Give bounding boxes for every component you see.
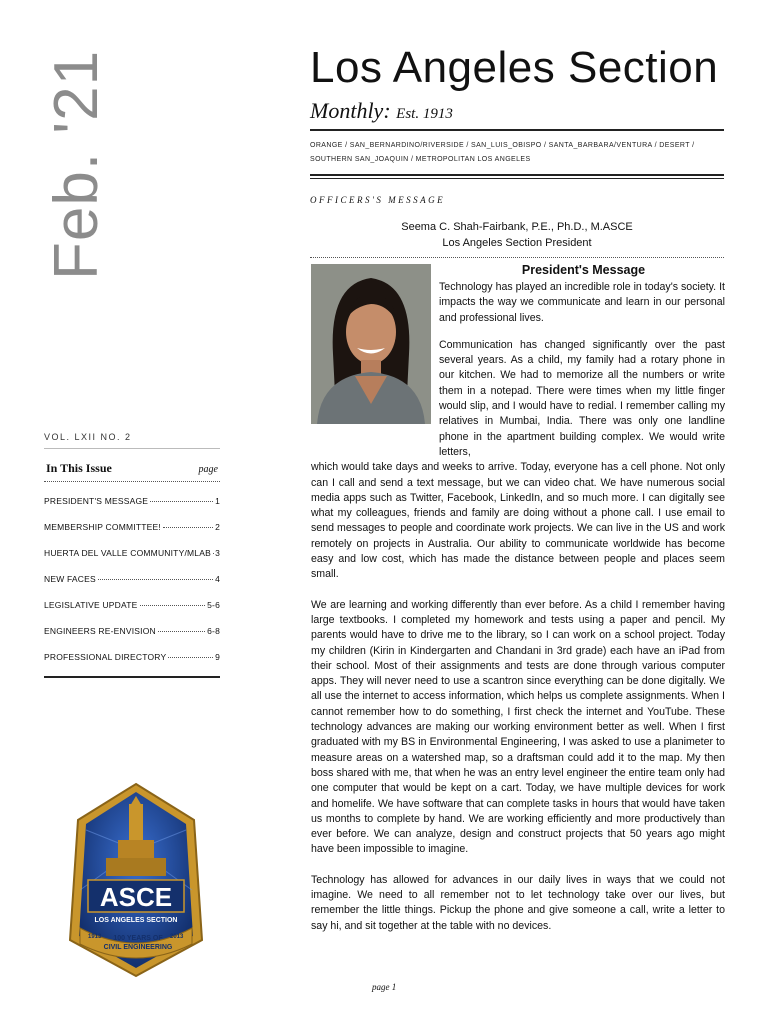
toc-title: LEGISLATIVE UPDATE [44, 600, 138, 610]
header-double-rule [310, 174, 724, 179]
toc-title: HUERTA DEL VALLE COMMUNITY/MLAB [44, 548, 211, 558]
toc-title: PROFESSIONAL DIRECTORY [44, 652, 167, 662]
article-heading: President's Message [521, 263, 646, 277]
author-block [310, 219, 724, 251]
toc-page: 3 [215, 548, 220, 558]
toc-item[interactable] [44, 574, 220, 584]
sidebar-rule-bottom [44, 676, 220, 678]
article-intro-column [311, 280, 725, 460]
toc-page: 6-8 [207, 626, 220, 636]
presidents-message-article [311, 260, 725, 949]
toc-title: NEW FACES [44, 574, 96, 584]
seal-section: LOS ANGELES SECTION [94, 917, 178, 924]
regions-list [310, 139, 724, 167]
toc-leader [140, 605, 206, 606]
article-paragraph-1: Technology has played an incredible role in today's society. It impacts the way we communicate and learn in our personal and professional lives. [439, 281, 725, 324]
title-rule [310, 129, 724, 131]
subtitle-monthly: Monthly: [310, 98, 391, 123]
article-paragraph-3: We are learning and working differently than ever before. As a child I remember having large textbooks. I completed my homework and tests using a paper and pencil. My parents would have to drive me to the library, so I can work on a school project. Today my children (Kirin in Kindergarten and Chandani in 3rd grade) each have an iPad from their school. Most of their assignments and tests are done through various computer apps. They will never need to use a scantron since everything can be done digitally. We all use the internet to access information, which helps us complete assignments. When I cannot remember how to do something, I first check the internet and YouTube. These technology advances are making our working environment better as well. When I first graduated with my BS in Environmental Engineering, I was asked to use a planimeter to measure areas on a watershed map, so a draftsman could add it to the map. My then boss shared with me, that when he was an entry level engineer the entire team only had one computer that would be kept on a cart. Today, we have multiple devices for work and homelife. We have software that can complete tasks in hours that would have taken us months to complete by hand. We are working efficiently and more productively than ever before. We can analyze, design and construct projects that 50 years ago might have been impossible to imagine. [311, 598, 725, 856]
page-number: page 1 [372, 982, 397, 992]
subtitle-established: Est. 1913 [396, 106, 453, 122]
toc-leader [98, 579, 213, 580]
asce-centennial-seal [66, 780, 206, 980]
author-name: Seema C. Shah-Fairbank, P.E., Ph.D., M.ASCE [401, 221, 633, 233]
table-of-contents [44, 496, 220, 662]
volume-number: VOL. LXII NO. 2 [44, 432, 132, 442]
section-label: OFFICERS'S MESSAGE [310, 195, 446, 205]
toc-page: 1 [215, 496, 220, 506]
toc-item[interactable] [44, 600, 220, 610]
toc-leader [168, 657, 213, 658]
toc-page: 5-6 [207, 600, 220, 610]
toc-title: PRESIDENT'S MESSAGE [44, 496, 149, 506]
toc-title: ENGINEERS RE-ENVISION [44, 626, 156, 636]
issue-date-vertical: Feb. '21 [42, 49, 111, 280]
regions-line-2: SOUTHERN SAN_JOAQUIN / METROPOLITAN LOS ANGELES [310, 156, 531, 163]
toc-page: 2 [215, 522, 220, 532]
seal-acronym: ASCE [99, 882, 173, 912]
toc-leader [158, 631, 205, 632]
author-role: Los Angeles Section President [442, 237, 592, 249]
toc-leader [163, 527, 213, 528]
article-paragraph-2-continued: which would take days and weeks to arrive. Today, everyone has a cell phone. Not only can I call and send a text message, but we can video chat. We have numerous social media apps such as Twitter, Facebook, LinkedIn, and so much more. I can digitally see what my colleagues, friends and family are doing without a phone call. I use email to send messages to people and coordinate work projects. We can live in the US and work remotely on projects in Australia. Our ability to communicate worldwide has become easy and low cost, which has made the distance between people and places seem small. [311, 461, 725, 581]
seal-years-line1: 100 YEARS OF [113, 935, 163, 942]
in-this-issue-header [44, 449, 220, 481]
toc-item[interactable] [44, 626, 220, 636]
article-paragraph-4: Technology has allowed for advances in our daily lives in ways that we could not imagine. We need to all remember not to let technology take over our lives, but remember the little things. Pickup the phone and give someone a call, write a letter to say hi, and sit together at the table with no devices. [311, 873, 725, 932]
toc-page: 9 [215, 652, 220, 662]
sidebar [44, 432, 220, 678]
sidebar-rule-dotted [44, 481, 220, 482]
toc-title: MEMBERSHIP COMMITTEE! [44, 522, 161, 532]
seal-years-line2: CIVIL ENGINEERING [103, 944, 173, 951]
in-this-issue-title: In This Issue [46, 461, 112, 475]
newsletter-title: Los Angeles Section [310, 43, 719, 92]
article-paragraph-2-start: Communication has changed significantly over the past several years. As a child, my family had a rotary phone in our kitchen. We had to memorize all the numbers or write them in a notepad. There were times when my little finger would slip, and I would have to redial. I remember calling my relatives in Mumbai, India. There was only one landline phone in the apartment building complex. We would write letters, [439, 338, 725, 458]
newsletter-subtitle [310, 98, 724, 124]
toc-item[interactable] [44, 548, 220, 558]
seal-year-left: 1913 [88, 934, 102, 940]
toc-item[interactable] [44, 496, 220, 506]
toc-page: 4 [215, 574, 220, 584]
seal-year-right: 2013 [170, 934, 184, 940]
masthead [310, 40, 724, 258]
toc-leader [150, 501, 213, 502]
in-this-issue-page-label: page [198, 464, 218, 475]
dotted-separator [310, 257, 724, 258]
toc-item[interactable] [44, 522, 220, 532]
regions-line-1: ORANGE / SAN_BERNARDINO/RIVERSIDE / SAN_LUIS_OBISPO / SANTA_BARBARA/VENTURA / DESERT / [310, 142, 695, 149]
toc-item[interactable] [44, 652, 220, 662]
